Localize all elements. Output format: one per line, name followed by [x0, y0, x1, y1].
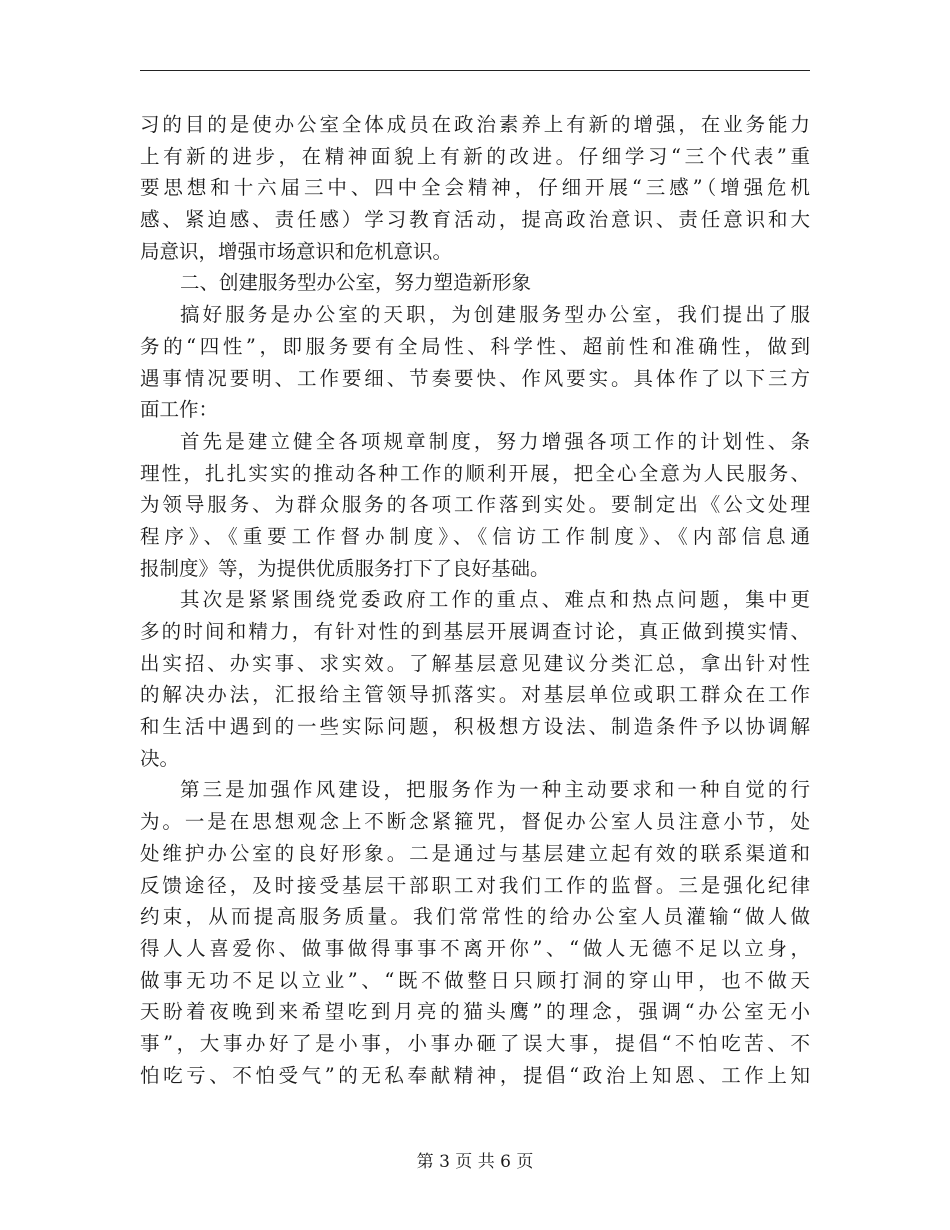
body-text	[140, 109, 810, 1091]
text-line: 怕吃亏、不怕受气”的无私奉献精神，提倡“政治上知恩、工作上知	[140, 1063, 810, 1087]
text-line: 约束，从而提高服务质量。我们常常性的给办公室人员灌输“做人做	[140, 905, 810, 929]
text-line: 面工作：	[140, 398, 219, 422]
text-line: 处维护办公室的良好形象。二是通过与基层建立起有效的联系渠道和	[140, 841, 810, 865]
text-line: 上有新的进步，在精神面貌上有新的改进。仔细学习“三个代表”重	[140, 144, 810, 168]
text-line: 第三是加强作风建设，把服务作为一种主动要求和一种自觉的行	[180, 778, 810, 802]
text-line: 事”，大事办好了是小事，小事办砸了误大事，提倡“不怕吃苦、不	[140, 1031, 810, 1055]
text-line: 感、紧迫感、责任感）学习教育活动，提高政治意识、责任意识和大	[140, 208, 810, 232]
text-line: 程序》、《重要工作督办制度》、《信访工作制度》、《内部信息通	[140, 524, 810, 548]
page-number-footer: 第 3 页 共 6 页	[416, 1152, 534, 1172]
text-line: 务的“四性”，即服务要有全局性、科学性、超前性和准确性，做到	[140, 334, 810, 358]
text-line: 习的目的是使办公室全体成员在政治素养上有新的增强，在业务能力	[140, 113, 810, 136]
text-line: 得人人喜爱你、做事做得事事不离开你”、“做人无德不足以立身，	[140, 936, 810, 960]
text-line: 要思想和十六届三中、四中全会精神，仔细开展“三感”（增强危机	[140, 176, 810, 200]
section-heading: 二、创建服务型办公室，努力塑造新形象	[180, 271, 532, 295]
text-line: 局意识，增强市场意识和危机意识。	[140, 239, 453, 263]
text-line: 天盼着夜晚到来希望吃到月亮的猫头鹰”的理念，强调“办公室无小	[140, 1000, 810, 1024]
text-line: 遇事情况要明、工作要细、节奏要快、作风要实。具体作了以下三方	[140, 366, 810, 390]
text-line: 搞好服务是办公室的天职，为创建服务型办公室，我们提出了服	[180, 303, 810, 327]
text-line: 首先是建立健全各项规章制度，努力增强各项工作的计划性、条	[180, 429, 810, 453]
text-line: 为领导服务、为群众服务的各项工作落到实处。要制定出《公文处理	[140, 493, 810, 517]
text-line: 和生活中遇到的一些实际问题，积极想方设法、制造条件予以协调解	[140, 715, 810, 739]
text-line: 其次是紧紧围绕党委政府工作的重点、难点和热点问题，集中更	[180, 588, 810, 612]
text-line: 理性，扎扎实实的推动各种工作的顺利开展，把全心全意为人民服务、	[140, 461, 810, 485]
text-line: 决。	[140, 746, 180, 770]
header-rule	[140, 70, 810, 71]
text-line: 报制度》等，为提供优质服务打下了良好基础。	[140, 556, 550, 580]
text-line: 做事无功不足以立业”、“既不做整日只顾打洞的穿山甲，也不做天	[140, 968, 810, 992]
text-line: 为。一是在思想观念上不断念紧箍咒，督促办公室人员注意小节，处	[140, 810, 810, 834]
text-line: 反馈途径，及时接受基层干部职工对我们工作的监督。三是强化纪律	[140, 873, 810, 897]
text-line: 多的时间和精力，有针对性的到基层开展调查讨论，真正做到摸实情、	[140, 620, 810, 643]
text-line: 的解决办法，汇报给主管领导抓落实。对基层单位或职工群众在工作	[140, 683, 810, 707]
text-line: 出实招、办实事、求实效。了解基层意见建议分类汇总，拿出针对性	[140, 651, 810, 675]
